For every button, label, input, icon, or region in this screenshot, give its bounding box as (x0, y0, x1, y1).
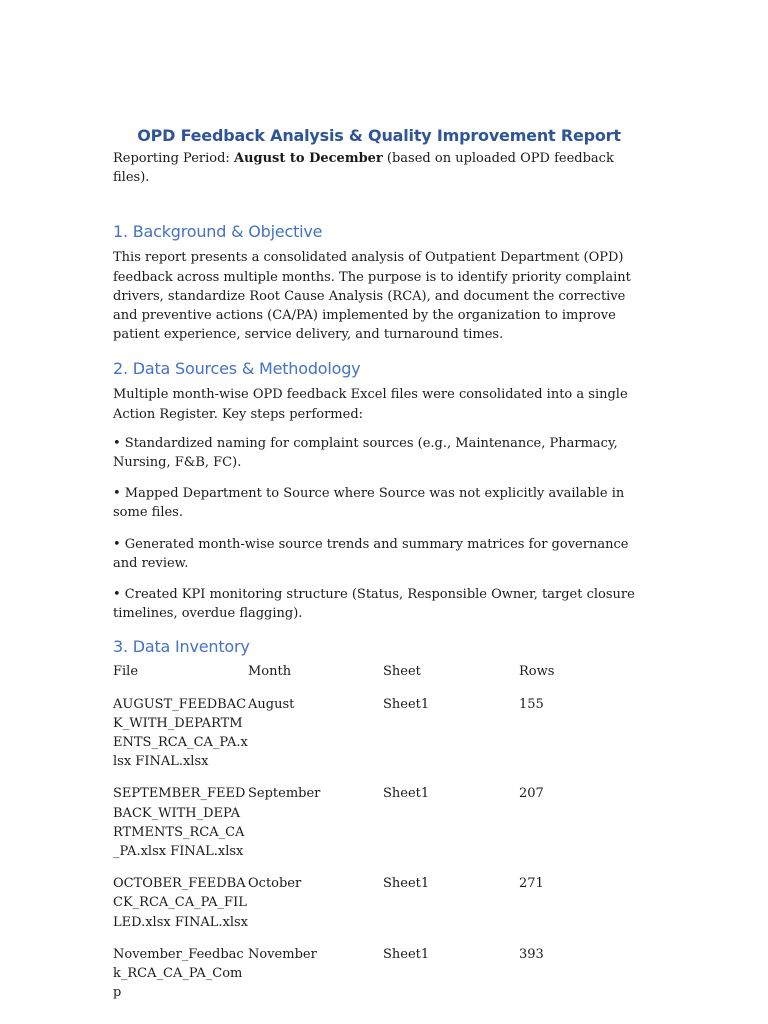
sheet-cell: Sheet1 (383, 786, 430, 802)
sheet-cell: Sheet1 (383, 876, 430, 892)
section-heading-methodology: 2. Data Sources & Methodology (113, 359, 361, 379)
rows-cell: 155 (519, 696, 544, 712)
sheet-cell: Sheet1 (383, 946, 430, 962)
methodology-bullet: • Standardized naming for complaint sources (e.g., Maintenance, Pharmacy, Nursing, F&B, FC). (113, 435, 618, 471)
file-cell: OCTOBER_FEEDBACK_RCA_CA_PA_FILLED.xlsx FINAL.xlsx (113, 876, 249, 930)
reporting-period-label: Reporting Period: (113, 151, 234, 166)
month-cell: August (248, 696, 295, 712)
report-title: OPD Feedback Analysis & Quality Improvement Report (137, 126, 621, 145)
column-header-file: File (113, 664, 139, 680)
document-body (113, 125, 645, 1016)
table-header-row (113, 662, 653, 694)
month-cell: September (248, 786, 321, 802)
rows-cell: 393 (519, 946, 544, 962)
column-header-rows: Rows (519, 664, 555, 680)
table-row (113, 874, 653, 945)
column-header-month: Month (248, 664, 292, 680)
table-row (113, 945, 653, 1016)
table-row (113, 695, 653, 785)
rows-cell: 271 (519, 876, 544, 892)
reporting-period-note: (based on uploaded OPD feedback files). (113, 151, 614, 186)
file-cell: AUGUST_FEEDBACK_WITH_DEPARTMENTS_RCA_CA_PA.xlsx FINAL.xlsx (113, 696, 248, 770)
section-heading-background: 1. Background & Objective (113, 222, 323, 242)
column-header-sheet: Sheet (383, 664, 421, 680)
section-heading-inventory: 3. Data Inventory (113, 637, 250, 657)
data-inventory-table (113, 662, 653, 1015)
methodology-bullet: • Mapped Department to Source where Source was not explicitly available in some files. (113, 486, 625, 521)
reporting-period (113, 149, 645, 187)
methodology-bullet: • Created KPI monitoring structure (Status, Responsible Owner, target closure timelines, overdue flagging). (113, 587, 635, 622)
sheet-cell: Sheet1 (383, 696, 430, 712)
month-cell: October (248, 876, 302, 892)
background-paragraph: This report presents a consolidated analysis of Outpatient Department (OPD) feedback across multiple months. The purpose is to identify priority complaint drivers, standardize Root Cause Analysis (RCA), and document the corrective and preventive actions (CA/PA) implemented by the organization to improve patient experience, service delivery, and turnaround times. (113, 250, 631, 343)
month-cell: November (248, 946, 317, 962)
reporting-period-value: August to December (233, 151, 383, 166)
table-row (113, 784, 653, 874)
methodology-intro: Multiple month-wise OPD feedback Excel files were consolidated into a single Action Register. Key steps performed: (113, 387, 628, 422)
methodology-bullet: • Generated month-wise source trends and summary matrices for governance and review. (113, 536, 629, 571)
file-cell: November_Feedback_RCA_CA_PA_Comp (113, 946, 244, 1001)
rows-cell: 207 (519, 786, 544, 802)
file-cell: SEPTEMBER_FEEDBACK_WITH_DEPARTMENTS_RCA_CA_PA.xlsx FINAL.xlsx (113, 786, 246, 860)
